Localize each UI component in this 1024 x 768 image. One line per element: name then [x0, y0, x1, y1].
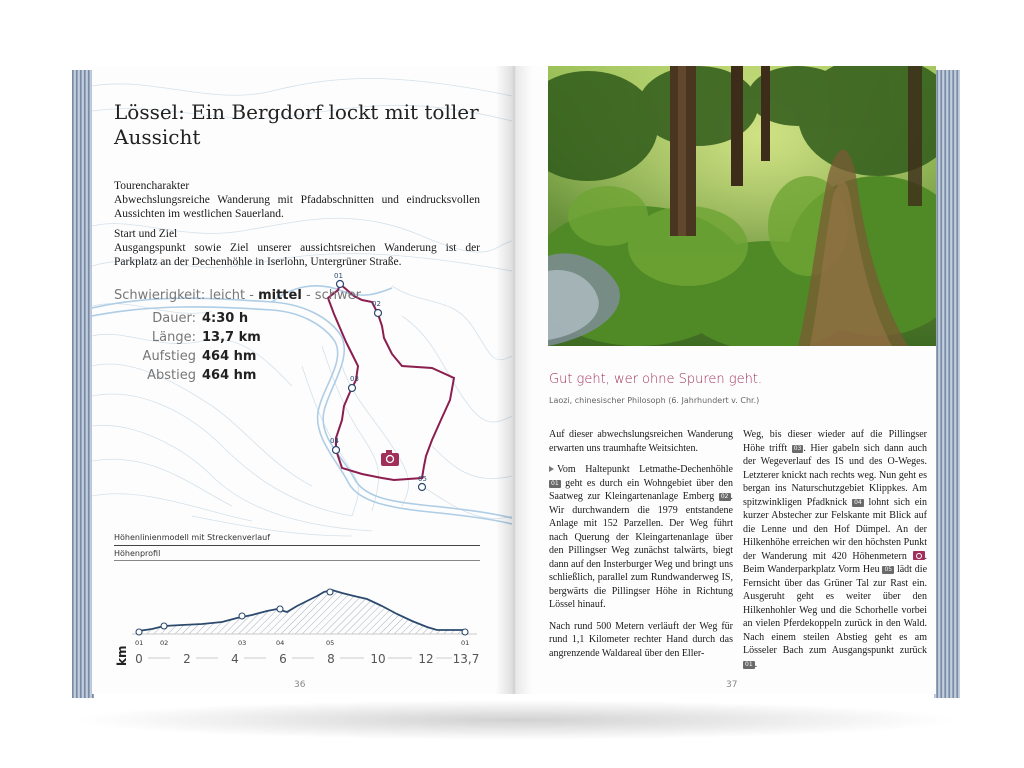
paragraph-3: Nach rund 500 Metern verläuft der Weg für rund 1,1 Kilometer rechter Hand durch das angrenzende Waldareal über den Eller- [549, 620, 733, 659]
paragraph-2-part-a: Vom Haltepunkt Letmathe-Dechenhöhle [557, 464, 733, 475]
quote-text: Gut geht, wer ohne Spuren geht. [549, 372, 763, 387]
waypoint-badge-01: 01 [551, 479, 559, 487]
tour-character-heading: Tourencharakter [114, 180, 190, 192]
profile-waypoint-04-icon [277, 606, 283, 612]
waypoint-badge-03: 03 [793, 444, 802, 452]
waypoint-badge-05: 05 [884, 566, 893, 573]
difficulty-hard: schwer [314, 288, 361, 303]
waypoint-label-01: 01 [334, 272, 343, 280]
difficulty-medium: mittel [258, 288, 302, 303]
stat-label: Aufstieg [142, 349, 196, 364]
profile-tick: 2 [183, 652, 191, 666]
page-number-right: 37 [726, 680, 738, 690]
profile-wp-label: 05 [326, 639, 335, 647]
col2-part-c: lohnt sich ein kurzer Abstecher zur Felskante mit Blick auf die Lenne und den Hof Dümpel. An der Hilkenhöhe erreichen wir den höchsten Punkt der Wanderung mit 420 Höhenmetern [743, 496, 928, 562]
profile-tick: 4 [231, 652, 239, 666]
profile-tick: 13,7 [452, 652, 480, 666]
stat-value: 13,7 km [202, 330, 261, 345]
col2-part-a: Weg, bis dieser wieder auf die Pillingser Höhe trifft [743, 429, 927, 454]
col2-part-e: lädt die Fernsicht über das Grüner Tal zur Rast ein. Ausgeruht geht es weiter über den Hilkenhohler Weg und die Schorhelle vorbei an vielen Pferdekoppeln zurück in den Wald. Nach einem steilen Abstieg geht es am Lösseler Bach zum Ausgangspunkt zurück [743, 564, 928, 656]
start-end-text: Ausgangspunkt sowie Ziel unserer aussichtsreichen Wanderung ist der Parkplatz an der Dechenhöhle in Iserlohn, Untergrüner Straße. [114, 242, 480, 268]
profile-wp-label: 01 [135, 639, 144, 647]
book-shadow [70, 700, 960, 740]
stat-value: 464 hm [202, 349, 257, 364]
title-line-1: Lössel: Ein Bergdorf lockt mit toller [114, 100, 479, 124]
waypoint-label-03: 03 [350, 375, 359, 383]
camera-icon [913, 551, 925, 560]
right-page [512, 66, 936, 694]
profile-tick: 10 [370, 652, 386, 666]
waypoint-label-04: 04 [330, 437, 339, 445]
quote-source: Laozi, chinesischer Philosoph (6. Jahrhundert v. Chr.) [549, 396, 760, 405]
paragraph-1: Auf dieser abwechslungsreichen Wanderung erwarten uns traumhafte Weitsichten. [549, 429, 733, 454]
difficulty-sep-1: - [249, 288, 254, 303]
stat-value: 4:30 h [202, 311, 249, 326]
waypoint-badge-01-end: 01 [745, 660, 753, 668]
text-column-1 [549, 428, 733, 668]
profile-wp-label: 01 [461, 639, 470, 647]
profile-caption: Höhenprofil [114, 549, 161, 558]
tour-character-text: Abwechslungsreiche Wanderung mit Pfadabschnitten und eindrucksvollen Aussichten im westlichen Sauerland. [114, 194, 480, 220]
profile-wp-label: 02 [160, 639, 169, 647]
profile-tick: 8 [327, 652, 335, 666]
title-line-2: Aussicht [114, 125, 201, 149]
forest-path-photo [548, 66, 936, 346]
profile-area [138, 590, 465, 634]
difficulty-label: Schwierigkeit: [114, 288, 206, 303]
forest-path-image [548, 66, 936, 346]
profile-tick: 6 [279, 652, 287, 666]
book-page-edges-right [934, 70, 960, 698]
profile-tick: 0 [135, 652, 143, 666]
waypoint-badge-04: 04 [854, 498, 862, 506]
difficulty-easy: leicht [209, 288, 246, 303]
arrow-start-icon [549, 466, 554, 472]
waypoint-label-02: 02 [372, 300, 381, 308]
profile-tick: 12 [418, 652, 434, 666]
map-caption: Höhenlinienmodell mit Streckenverlauf [114, 533, 271, 542]
stat-label: Abstieg [147, 368, 196, 383]
left-page [92, 66, 512, 694]
waypoint-label-05: 05 [418, 475, 427, 483]
start-end-heading: Start und Ziel [114, 228, 178, 240]
difficulty-sep-2: - [305, 288, 311, 303]
profile-unit-label: km [115, 645, 129, 666]
paragraph-2-part-b: geht es durch ein Wohngebiet über den Saatweg zur Kleingartenanlage Emberg [549, 477, 733, 502]
profile-waypoint-end-icon [462, 629, 468, 635]
stat-label: Dauer: [152, 311, 196, 326]
paragraph-4: Weg, bis dieser wieder auf die Pillingser Höhe trifft 03 . Hier gabeln sich dann auch der Wegeverlauf des IS und des O-Weges. Letzterer knickt nach rechts weg. Nun geht es bergan ins Naturschutzgebiet Klippkes. Am spitzwinkligen Pfadknick 04 lohnt sich ein kurzer Abstecher zur Felskante mit Blick auf die Lenne und den Hof Dümpel. An der Hilkenhöhe erreichen wir den höchsten Punkt der Wanderung mit 420 Höhenmetern . Beim Wanderparkplatz Vorm Heu 05 lädt die Fernsicht über das Grüner Tal zur Rast ein. Ausgeruht geht es weiter über den Hilkenhohler Weg und die Schorhelle vorbei an vielen Pferdekoppeln zurück in den Wald. Nach einem steilen Abstieg geht es am Lösseler Bach zum Ausgangspunkt zurück 01 . [743, 429, 928, 670]
profile-waypoint-03-icon [239, 613, 245, 619]
profile-wp-label: 04 [276, 639, 285, 647]
waypoint-badge-02: 02 [720, 493, 729, 500]
text-column-2 [743, 428, 927, 679]
col2-part-d: . Beim Wanderparkplatz Vorm Heu [743, 550, 928, 575]
book-page-edges-left [72, 70, 94, 698]
elevation-profile [92, 66, 512, 694]
page-number-left: 36 [294, 680, 306, 690]
profile-waypoint-02-icon [161, 623, 167, 629]
col2-part-b: . Hier gabeln sich dann auch der Wegeverlauf des IS und des O-Weges. Letzterer knickt nach rechts weg. Nun geht es bergan ins Naturschutzgebiet Klippkes. Am spitzwinkligen Pfadknick [743, 442, 927, 508]
paragraph-2 [549, 463, 733, 612]
stat-value: 464 hm [202, 368, 257, 383]
profile-waypoint-01-icon [136, 629, 142, 635]
paragraph-2-part-c: . Wir durchwandern die 1979 entstandene Anlage mit 152 Parzellen. Der Weg führt nach Querung der Kleingartenanlage über den Pillingser Weg zunächst talwärts, biegt dann auf den Insterburger Weg und bringt uns schließlich, parallel zum Rundwanderweg IS, bergwärts die Pillingser Höhe in Richtung Lössel hinauf. [549, 491, 733, 610]
stat-label: Länge: [151, 330, 196, 345]
profile-waypoint-05-icon [327, 589, 333, 595]
profile-wp-label: 03 [238, 639, 247, 647]
